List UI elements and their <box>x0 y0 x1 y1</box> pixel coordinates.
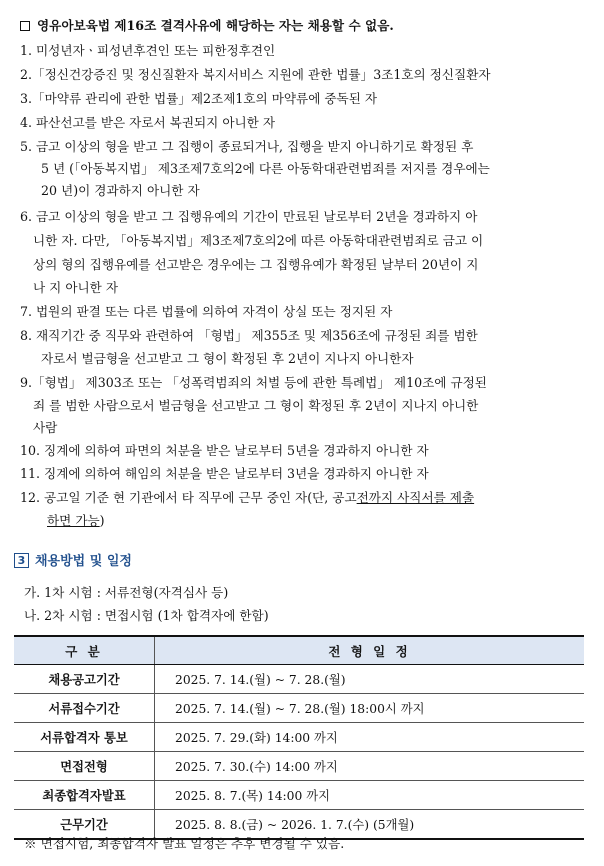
table-row <box>14 665 584 694</box>
item-9-line-1: 9.「형법」 제303조 또는 「성폭력범죄의 처벌 등에 관한 특례법」 제10조에 규정된 <box>20 375 487 390</box>
item-8-line-2: 자로서 벌금형을 선고받고 그 형이 확정된 후 2년이 지나지 아니한자 <box>41 351 414 366</box>
item-6-line-3: 상의 형의 집행유예를 선고받은 경우에는 그 집행유예가 확정된 날부터 20년이 지 <box>33 257 479 272</box>
row-label: 최종합격자발표 <box>14 781 155 810</box>
item-12-underlined: 전까지 사직서를 제출 <box>356 490 475 505</box>
item-7: 7. 법원의 판결 또는 다른 법률에 의하여 자격이 상실 또는 정지된 자 <box>20 304 393 319</box>
row-label: 채용공고기간 <box>14 665 155 694</box>
item-6-line-1: 6. 금고 이상의 형을 받고 그 집행유예의 기간이 만료된 날로부터 2년을 경과하지 아 <box>20 209 478 224</box>
row-value: 2025. 7. 14.(월) ~ 7. 28.(월) 18:00시 까지 <box>155 694 585 723</box>
schedule-table <box>14 635 584 840</box>
item-6-line-2: 니한 자. 다만, 「아동복지법」제3조제7호의2에 따른 아동학대관련범죄로 금고 이 <box>33 233 484 248</box>
table-row <box>14 752 584 781</box>
item-11: 11. 징계에 의하여 해임의 처분을 받은 날로부터 3년을 경과하지 아니한 자 <box>20 466 429 481</box>
row-value: 2025. 8. 7.(목) 14:00 까지 <box>155 781 585 810</box>
row-value: 2025. 8. 8.(금) ~ 2026. 1. 7.(수) (5개월) <box>155 810 585 840</box>
item-12-line-2 <box>47 513 105 529</box>
item-2: 2.「정신건강증진 및 정신질환자 복지서비스 지원에 관한 법률」3조1호의 정신질환자 <box>20 67 491 82</box>
row-label: 면접전형 <box>14 752 155 781</box>
table-header-row <box>14 636 584 665</box>
header-category: 구 분 <box>14 636 155 665</box>
table-row <box>14 723 584 752</box>
table-row <box>14 781 584 810</box>
method-1: 가. 1차 시험 : 서류전형(자격심사 등) <box>24 585 229 600</box>
item-4: 4. 파산선고를 받은 자로서 복권되지 아니한 자 <box>20 115 276 130</box>
item-12-text: 12. 공고일 기준 현 기관에서 타 직무에 근무 중인 자(단, 공고 <box>20 490 357 505</box>
item-1: 1. 미성년자ㆍ피성년후견인 또는 피한정후견인 <box>20 43 276 58</box>
item-9-line-3: 사람 <box>33 420 58 435</box>
row-value: 2025. 7. 29.(화) 14:00 까지 <box>155 723 585 752</box>
schedule-note: ※ 면접시험, 최종합격자 발표 일정은 추후 변경될 수 있음. <box>24 836 345 851</box>
item-12-line-1 <box>20 490 474 506</box>
item-5-line-1: 5. 금고 이상의 형을 받고 그 집행이 종료되거나, 집행을 받지 아니하기로 확정된 후 <box>20 139 474 154</box>
row-value: 2025. 7. 30.(수) 14:00 까지 <box>155 752 585 781</box>
row-label: 근무기간 <box>14 810 155 840</box>
item-10: 10. 징계에 의하여 파면의 처분을 받은 날로부터 5년을 경과하지 아니한 자 <box>20 443 429 458</box>
item-3: 3.「마약류 관리에 관한 법률」제2조제1호의 마약류에 중독된 자 <box>20 91 378 106</box>
item-8-line-1: 8. 재직기간 중 직무와 관련하여 「형법」 제355조 및 제356조에 규정된 죄를 범한 <box>20 328 478 343</box>
section-title: 채용방법 및 일정 <box>35 554 132 569</box>
row-value: 2025. 7. 14.(월) ~ 7. 28.(월) <box>155 665 585 694</box>
row-label: 서류합격자 통보 <box>14 723 155 752</box>
item-12-close-paren: ) <box>99 513 105 528</box>
table-row <box>14 810 584 840</box>
disqualification-heading: 영유아보육법 제16조 결격사유에 해당하는 자는 채용할 수 없음. <box>20 18 394 34</box>
row-label: 서류접수기간 <box>14 694 155 723</box>
item-6-line-4: 나 지 아니한 자 <box>33 280 119 295</box>
method-2: 나. 2차 시험 : 면접시험 (1차 합격자에 한함) <box>24 608 269 623</box>
table-row <box>14 694 584 723</box>
header-schedule: 전 형 일 정 <box>155 636 585 665</box>
section-heading <box>14 553 132 570</box>
section-number: 3 <box>14 553 29 568</box>
item-5-line-2: 5 년 (「아동복지법」 제3조제7호의2에 다른 아동학대관련범죄를 저지를 경우에는 <box>41 161 490 176</box>
item-12-underlined-cont: 하면 가능 <box>47 513 100 528</box>
checkbox-bullet-icon <box>20 21 30 31</box>
item-5-line-3: 20 년)이 경과하지 아니한 자 <box>41 183 200 198</box>
item-9-line-2: 죄 를 범한 사람으로서 벌금형을 선고받고 그 형이 확정된 후 2년이 지나지 아니한 <box>33 398 479 413</box>
